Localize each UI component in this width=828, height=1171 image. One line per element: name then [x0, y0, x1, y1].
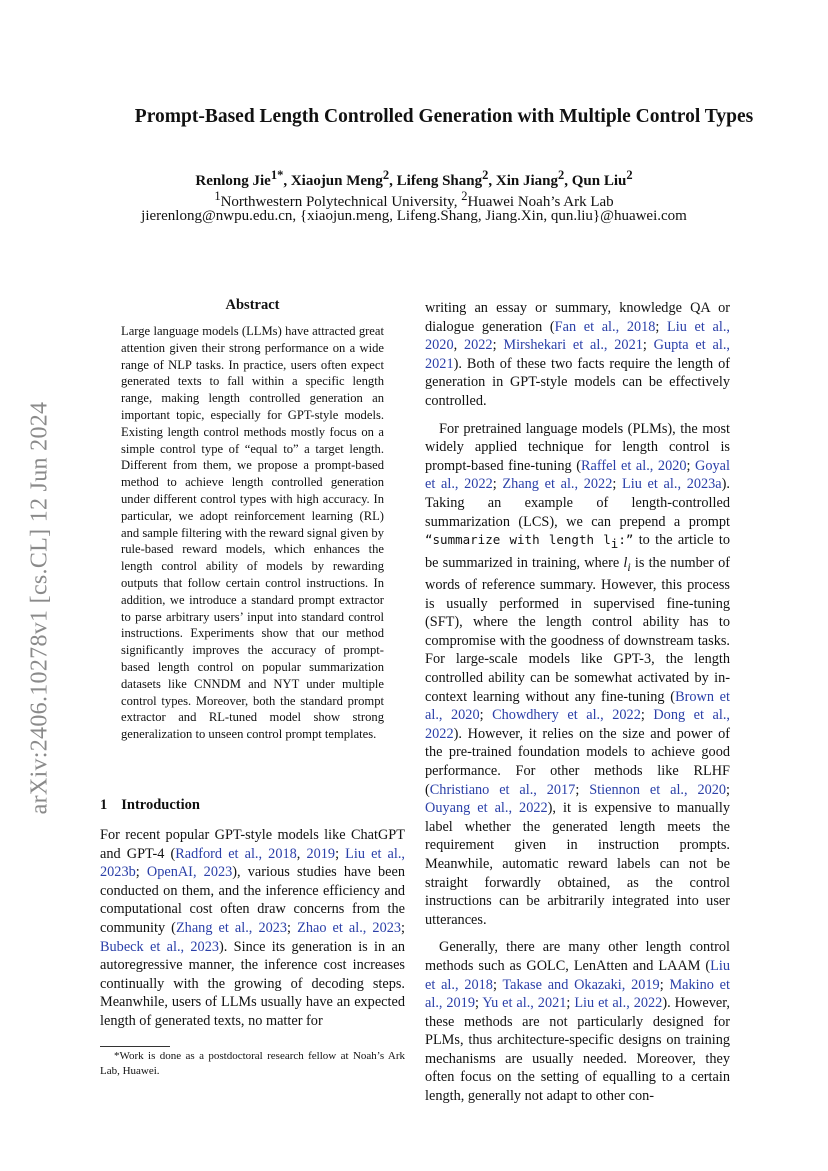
citation-link[interactable]: OpenAI, 2023: [146, 864, 233, 881]
citation-link[interactable]: Christiano et al., 2017: [429, 781, 576, 798]
body-paragraph: For pretrained language models (PLMs), the most widely applied technique for length control is prompt-based fine-tuning (Raffel et al., 2020; Goyal et al., 2022; Zhang et al., 2022; Liu et al., 2023a). Taking an example of length-controlled summarization (LCS), we can prepend a prompt “summarize with length $l_i$:” to the article to be summarized in training, where $l_i$ is the number of words of reference summary. However, this process is usually performed in supervised fine-tuning (SFT), where the length control ability has to compromise with the goodness of downstream tasks. For large-scale models like GPT-3, the length controlled ability can be somewhat activated by in-context learning without any fine-tuning (Brown et al., 2020; Chowdhery et al., 2022; Dong et al., 2022). However, it relies on the size and power of the pre-trained foundation models to achieve good performance. For other methods like RLHF (Christiano et al., 2017; Stiennon et al., 2020; Ouyang et al., 2022), it is expensive to manually label whether the generated length meets the requirement given in instruction prompts. Meanwhile, automatic reward labels can not be straight forwardly obtained, as the control instructions can be arbitrarily integrated into user utterances.: [425, 420, 731, 928]
citation-link[interactable]: Liu et al., 2022: [574, 995, 663, 1012]
citation-link[interactable]: Liu et al., 2023b: [100, 845, 405, 881]
citation-link[interactable]: Raffel et al., 2020: [581, 457, 687, 474]
citation-link[interactable]: Dong et al., 2022: [425, 707, 730, 742]
author-name: Renlong Jie: [195, 173, 271, 189]
math-var: i: [627, 559, 631, 574]
author-list: Renlong Jie$^{1*}$, Xiaojun Meng$^2$, Lifeng Shang$^2$, Xin Jiang$^2$, Qun Liu$^2$: [195, 168, 633, 189]
author-name: Qun Liu: [571, 173, 627, 189]
citation-link[interactable]: Radford et al., 2018: [175, 845, 297, 862]
author-affil-mark: 2: [626, 168, 633, 182]
citation-link[interactable]: Liu et al., 2023a: [622, 476, 722, 493]
citation-link[interactable]: Makino et al., 2019: [425, 976, 731, 1012]
paper-title: Prompt-Based Length Controlled Generation with Multiple Control Types: [134, 106, 754, 127]
citation-link[interactable]: Zhao et al., 2023: [297, 919, 402, 936]
prompt-code: “summarize with length l: [425, 532, 611, 548]
author-affil-mark: 2: [557, 168, 565, 182]
intro-paragraph: For recent popular GPT-style models like ChatGPT and GPT-4 (Radford et al., 2018, 2019; Liu et al., 2023b; OpenAI, 2023), various studies have been conducted on them, and the inference efficiency and computational cost often draw concerns from the community (Zhang et al., 2023; Zhao et al., 2023; Bubeck et al., 2023). Since its generation is in an autoregressive manner, the inference cost increases continually with the growing of decoding steps. Meanwhile, users of LLMs usually have an expected length of generated texts, no matter for: [100, 827, 406, 1029]
citation-link[interactable]: Chowdhery et al., 2022: [492, 707, 641, 724]
citation-link[interactable]: Yu et al., 2021: [482, 995, 567, 1012]
citation-link[interactable]: Zhang et al., 2022: [502, 476, 613, 493]
right-column-text: [425, 299, 730, 1106]
citation-link[interactable]: Ouyang et al., 2022: [425, 800, 548, 817]
citation-link[interactable]: Gupta et al., 2021: [425, 337, 731, 372]
citation-link[interactable]: Fan et al., 2018: [554, 318, 656, 335]
prompt-code: i: [610, 535, 619, 551]
affil-name: Huawei Noah’s Ark Lab: [467, 194, 614, 210]
section-heading-introduction: [100, 797, 200, 814]
footnote-rule: [100, 1046, 170, 1047]
affil-name: Northwestern Polytechnical University,: [220, 194, 462, 210]
citation-link[interactable]: 2022: [463, 337, 493, 354]
abstract-text: Large language models (LLMs) have attracted great attention given their strong performance on a wide range of NLP tasks. In practice, users often expect generated texts to fall within a specific length range, making length controlled generation an important topic, especially for GPT-style models. Existing length control methods mostly focus on a simple control type of “equal to” a target length. Different from them, we propose a prompt-based method to achieve length controlled generation under different control types with high accuracy. In particular, we adopt reinforcement learning (RL) and sample filtering with the reward signal given by rule-based reward models, which enhances the length control ability of models by rewarding outputs that follow certain control instructions. In addition, we introduce a standard prompt extractor to parse arbitrary users’ input into standard control instructions. Experiments show that our method significantly improves the accuracy of prompt-based length control on popular summarization datasets like CNNDM and NYT under multiple control types. Moreover, both the standard prompt extractor and RL-tuned model show strong generalization to unseen control prompt templates.: [121, 324, 384, 742]
author-affil-mark: 1*: [270, 168, 284, 182]
citation-link[interactable]: Zhang et al., 2023: [175, 919, 288, 936]
body-paragraph: writing an essay or summary, knowledge QA or dialogue generation (Fan et al., 2018; Liu et al., 2020, 2022; Mirshekari et al., 2021; Gupta et al., 2021). Both of these two facts require the length of generation in GPT-style models can be effectively controlled.: [425, 300, 731, 409]
prompt-code: :”: [618, 532, 634, 548]
citation-link[interactable]: Goyal et al., 2022: [425, 457, 730, 493]
author-emails: jierenlong@nwpu.edu.cn, {xiaojun.meng, Lifeng.Shang, Jiang.Xin, qun.liu}@huawei.com: [141, 208, 687, 224]
citation-link[interactable]: Takase and Okazaki, 2019: [502, 976, 660, 993]
citation-link[interactable]: Brown et al., 2020: [425, 688, 731, 724]
arxiv-watermark: [24, 370, 56, 845]
citation-link[interactable]: Stiennon et al., 2020: [589, 781, 727, 798]
math-var: l: [623, 554, 628, 571]
arxiv-id: arXiv:2406.10278v1 [cs.CL] 12 Jun 2024: [26, 401, 53, 814]
author-affil-mark: 2: [482, 168, 489, 182]
body-paragraph: Generally, there are many other length control methods such as GOLC, LenAtten and LAAM (Liu et al., 2018; Takase and Okazaki, 2019; Makino et al., 2019; Yu et al., 2021; Liu et al., 2022). However, these methods are not particularly designed for PLMs, thus architecture-specific designs on training mechanisms are usually needed. Moreover, they often focus on the setting of equalling to a certain length, generally not adapt to other con-: [425, 939, 731, 1105]
author-name: Lifeng Shang: [396, 173, 483, 189]
citation-link[interactable]: Liu et al., 2018: [425, 957, 730, 993]
section-number: 1: [100, 797, 108, 813]
citation-link[interactable]: Bubeck et al., 2023: [100, 938, 219, 955]
author-affil-mark: 2: [382, 168, 390, 182]
author-name: Xin Jiang: [495, 173, 558, 189]
section-title: Introduction: [121, 797, 200, 813]
citation-link[interactable]: Liu et al., 2020: [425, 318, 730, 354]
author-name: Xiaojun Meng: [290, 173, 383, 189]
footnote: *Work is done as a postdoctoral research fellow at Noah’s Ark Lab, Huawei.: [100, 1050, 405, 1077]
affil-mark: 1: [214, 189, 221, 203]
citation-link[interactable]: Mirshekari et al., 2021: [503, 337, 643, 354]
citation-link[interactable]: 2019: [306, 845, 336, 862]
affil-mark: 2: [461, 189, 468, 203]
abstract-heading: Abstract: [225, 297, 280, 313]
intro-left-column: [100, 826, 405, 1031]
